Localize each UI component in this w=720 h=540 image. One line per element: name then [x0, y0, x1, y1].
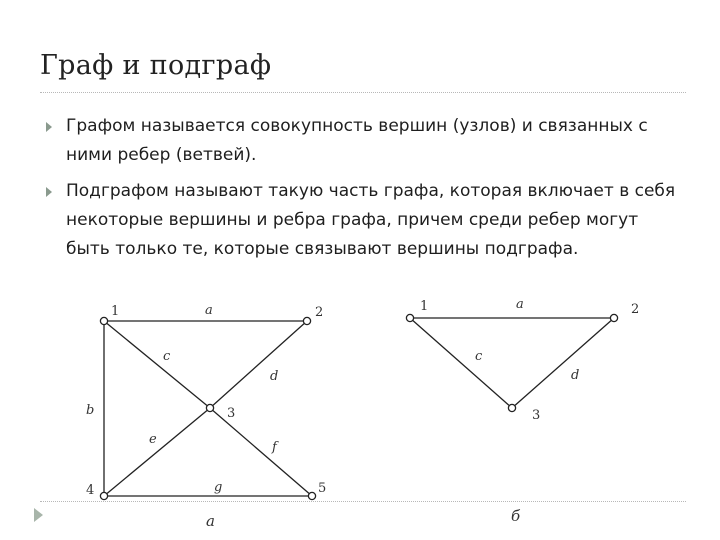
graph-a-edge-f — [210, 408, 312, 496]
graph-a-edge-label-f: f — [272, 440, 277, 455]
graph-b-edge-d — [512, 318, 614, 408]
graph-b-vertex-label-3: 3 — [532, 408, 541, 423]
graph-b-edge-label-d: d — [571, 368, 580, 383]
graph-a-vertex-3 — [206, 404, 213, 411]
graph-b-vertex-3 — [508, 404, 515, 411]
graph-a-vertex-label-5: 5 — [318, 481, 327, 496]
graph-b-caption: б — [511, 507, 521, 525]
graph-b-edge-label-a: a — [516, 297, 524, 312]
graph-a-edge-e — [104, 408, 210, 496]
graph-b-vertex-1 — [406, 314, 413, 321]
graph-a-vertex-label-2: 2 — [315, 305, 324, 320]
footer-triangle-icon — [34, 508, 43, 522]
graph-a-edge-label-b: b — [86, 403, 95, 418]
graph-b-edge-label-c: c — [475, 349, 483, 364]
graph-a-edge-label-g: g — [214, 480, 223, 495]
graph-a-edge-d — [210, 321, 307, 408]
graph-a-edge-label-c: c — [163, 349, 171, 364]
graph-a-vertex-5 — [308, 492, 315, 499]
bullet-text: Графом называется совокупность вершин (узлов) и связанных с ними ребер (ветвей). — [66, 116, 648, 165]
graph-a-edge-label-a: a — [205, 303, 213, 318]
graph-b-edge-c — [410, 318, 512, 408]
footer-divider — [40, 501, 686, 502]
bullet-text: Подграфом называют такую часть графа, которая включает в себя некоторые вершины и ребра графа, причем среди ребер могут быть только те, которые связывают вершины подграфа. — [66, 181, 676, 259]
slide-title: Граф и подграф — [40, 50, 272, 81]
graph-b-vertex-2 — [610, 314, 617, 321]
graph-a-vertex-label-1: 1 — [111, 304, 120, 319]
graph-a-edge-c — [104, 321, 210, 408]
graph-a-vertex-2 — [303, 317, 310, 324]
graph-b-vertex-label-2: 2 — [631, 302, 640, 317]
graph-b-vertex-label-1: 1 — [420, 299, 429, 314]
graph-a-edge-label-d: d — [270, 369, 279, 384]
graph-a-vertex-4 — [100, 492, 107, 499]
graph-a-vertex-label-3: 3 — [227, 406, 236, 421]
graph-a-edge-label-e: e — [149, 432, 157, 447]
graph-a-caption: а — [206, 512, 215, 530]
graph-b — [410, 318, 614, 408]
graph-a-vertex-1 — [100, 317, 107, 324]
graph-a-vertex-label-4: 4 — [86, 483, 95, 498]
